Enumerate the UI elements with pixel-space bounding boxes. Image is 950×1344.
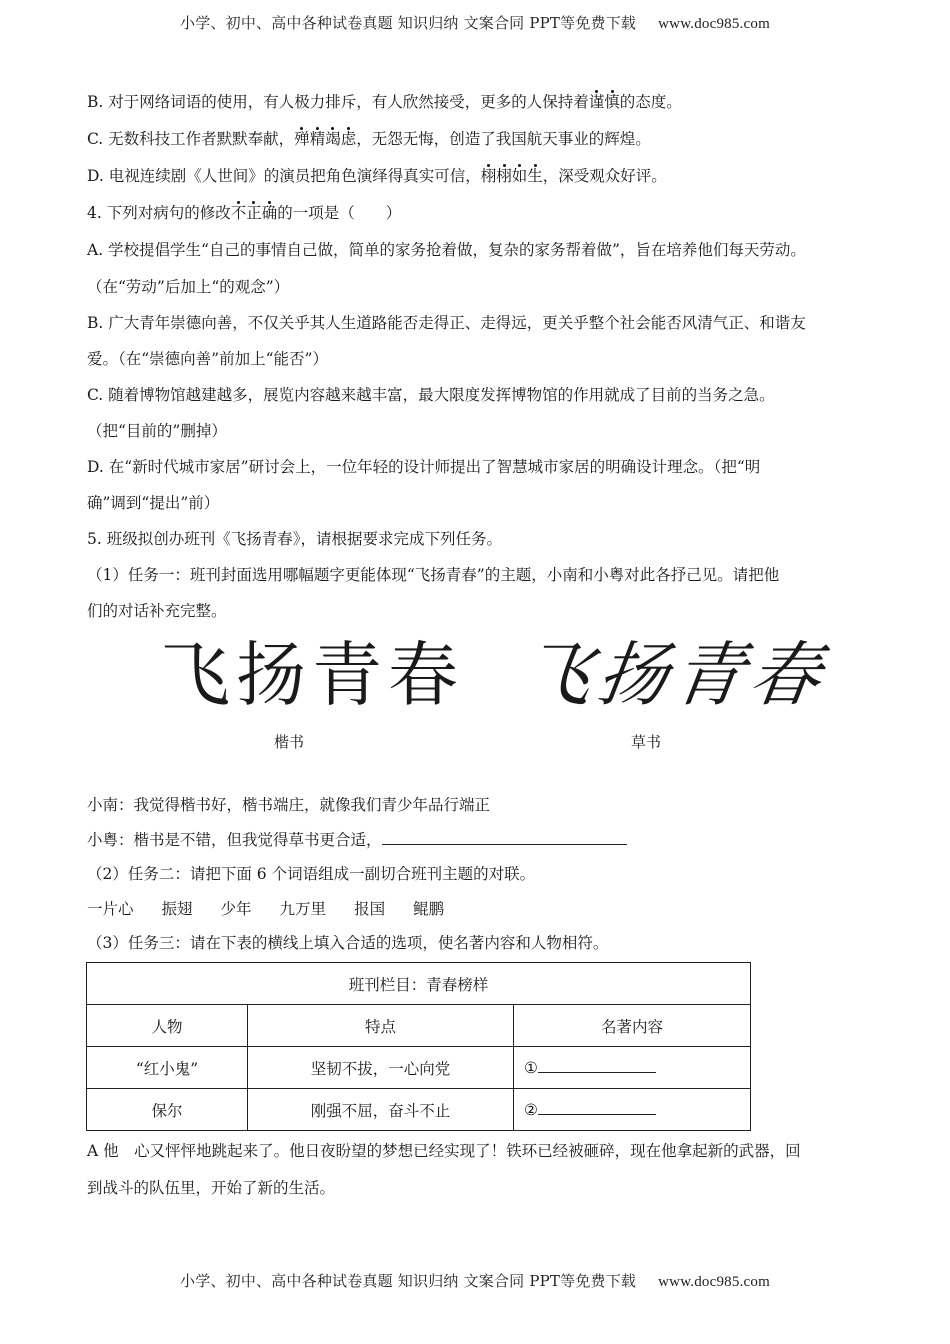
header-text: 小学、初中、高中各种试卷真题 知识归纳 文案合同 PPT等免费下载 xyxy=(180,14,637,32)
dialogue-xiaoyue: 小粤：楷书是不错，但我觉得草书更合适， xyxy=(87,828,627,850)
footer-text: 小学、初中、高中各种试卷真题 知识归纳 文案合同 PPT等免费下载 xyxy=(180,1272,637,1290)
answer-blank[interactable] xyxy=(382,830,627,845)
table-cell: 刚强不屈，奋斗不止 xyxy=(248,1089,514,1131)
footer-url[interactable]: www.doc985.com xyxy=(658,1274,770,1290)
answer-blank[interactable] xyxy=(538,1058,656,1073)
q4-option-a-line1: A. 学校提倡学生“自己的事情自己做，简单的家务抢着做，复杂的家务帮着做”，旨在培养他们每天劳动。 xyxy=(87,241,806,259)
table-cell: ① xyxy=(514,1047,751,1089)
table-row xyxy=(87,1047,751,1089)
q4-option-b-line2: 爱。（在“崇德向善”前加上“能否”） xyxy=(87,350,328,368)
q4-stem: 4. 下列对病句的修改不正确的一项是（ ） xyxy=(87,204,402,222)
q3-option-b: B. 对于网络词语的使用，有人极力排斥，有人欣然接受，更多的人保持着谨慎的态度。 xyxy=(87,93,682,111)
calligraphy-caoshu: 飞扬青春 xyxy=(516,634,832,716)
emphasis-word xyxy=(481,167,543,185)
q3-option-c: C. 无数科技工作者默默奉献，殚精竭虑，无怨无悔，创造了我国航天事业的辉煌。 xyxy=(87,130,651,148)
emphasis-char: 栩 xyxy=(496,167,512,185)
table-cell: 坚韧不拔，一心向党 xyxy=(248,1047,514,1089)
emphasis-word xyxy=(294,130,356,148)
emphasis-char: 如 xyxy=(511,167,528,185)
option-a-line2: 到战斗的队伍里，开始了新的生活。 xyxy=(87,1179,336,1197)
emphasis-word xyxy=(231,204,278,222)
table-row xyxy=(87,1089,751,1131)
table-header: 名著内容 xyxy=(514,1005,751,1047)
emphasis-char: 慎 xyxy=(604,93,620,111)
word-item: 振翅 xyxy=(161,900,193,918)
word-list xyxy=(87,897,444,919)
q5-task2: （2）任务二：请把下面 6 个词语组成一副切合班刊主题的对联。 xyxy=(87,865,536,883)
page-footer xyxy=(0,1270,950,1291)
table-cell: 保尔 xyxy=(87,1089,248,1131)
table-cell: “红小鬼” xyxy=(87,1047,248,1089)
table-title: 班刊栏目：青春榜样 xyxy=(87,963,751,1005)
q4-option-d-line2: 确”调到“提出”前） xyxy=(87,494,220,512)
dialogue-xiaonan: 小南：我觉得楷书好，楷书端庄，就像我们青少年品行端正 xyxy=(87,796,491,814)
emphasis-char: 谨 xyxy=(588,93,605,111)
emphasis-char: 竭 xyxy=(325,130,341,148)
word-item: 报国 xyxy=(354,900,386,918)
emphasis-char: 虑 xyxy=(340,130,357,148)
caption-caoshu: 草书 xyxy=(631,734,662,751)
answer-blank[interactable] xyxy=(538,1100,656,1115)
q5-stem: 5. 班级拟创办班刊《飞扬青春》，请根据要求完成下列任务。 xyxy=(87,530,502,548)
q4-option-c-line2: （把“目前的”删掉） xyxy=(87,422,227,440)
table-header: 特点 xyxy=(248,1005,514,1047)
q4-option-b-line1: B. 广大青年崇德向善，不仅关乎其人生道路能否走得正、走得远，更关乎整个社会能否风清气正、和谐友 xyxy=(87,314,806,332)
word-item: 九万里 xyxy=(279,900,327,918)
header-url[interactable]: www.doc985.com xyxy=(658,16,770,32)
q3-option-d: D. 电视连续剧《人世间》的演员把角色演绎得真实可信，栩栩如生，深受观众好评。 xyxy=(87,167,667,185)
caption-kaishu: 楷书 xyxy=(274,734,305,751)
emphasis-char: 生 xyxy=(527,167,543,185)
emphasis-char: 正 xyxy=(246,204,262,222)
q4-option-d-line1: D. 在“新时代城市家居”研讨会上，一位年轻的设计师提出了智慧城市家居的明确设计理念。（把“明 xyxy=(87,458,761,476)
role-model-table xyxy=(86,962,751,1131)
emphasis-char: 确 xyxy=(261,204,278,222)
option-a-line1: A 他 心又怦怦地跳起来了。他日夜盼望的梦想已经实现了！铁环已经被砸碎，现在他拿起新的武器，回 xyxy=(87,1142,801,1160)
table-header: 人物 xyxy=(87,1005,248,1047)
emphasis-char: 不 xyxy=(230,204,247,222)
emphasis-char: 栩 xyxy=(480,167,497,185)
emphasis-char: 殚 xyxy=(294,130,310,148)
page-header xyxy=(0,12,950,33)
q5-task3: （3）任务三：请在下表的横线上填入合适的选项，使名著内容和人物相符。 xyxy=(87,934,609,952)
q5-task1-line2: 们的对话补充完整。 xyxy=(87,602,227,620)
calligraphy-kaishu: 飞扬青春 xyxy=(160,634,464,716)
word-item: 少年 xyxy=(220,900,252,918)
q4-option-c-line1: C. 随着博物馆越建越多，展览内容越来越丰富，最大限度发挥博物馆的作用就成了目前的当务之急。 xyxy=(87,386,775,404)
table-cell: ② xyxy=(514,1089,751,1131)
q4-option-a-line2: （在“劳动”后加上“的观念”） xyxy=(87,278,290,296)
word-item: 一片心 xyxy=(87,900,134,918)
q5-task1-line1: （1）任务一：班刊封面选用哪幅题字更能体现“飞扬青春”的主题，小南和小粤对此各抒己见。请把他 xyxy=(87,566,780,584)
word-item: 鲲鹏 xyxy=(413,900,445,918)
emphasis-char: 精 xyxy=(309,130,326,148)
